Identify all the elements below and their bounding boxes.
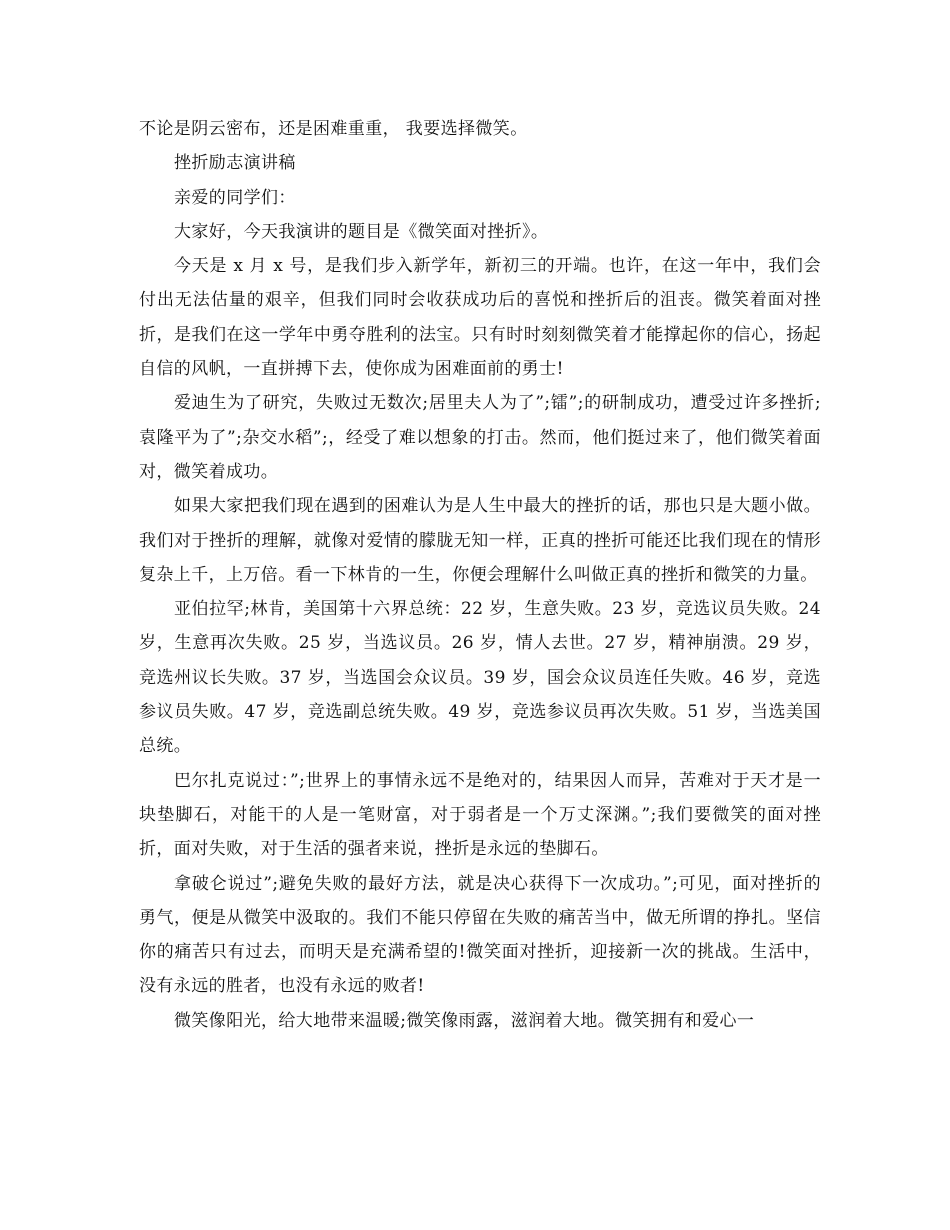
- paragraph-intro-line: 不论是阴云密布，还是困难重重， 我要选择微笑。: [139, 119, 528, 139]
- paragraph-smile-sunshine: 微笑像阳光，给大地带来温暖;微笑像雨露，滋润着大地。微笑拥有和爱心一: [174, 1010, 755, 1031]
- paragraph-new-semester: 今天是 x 月 x 号，是我们步入新学年，新初三的开端。也许，在这一年中，我们会付出无法估量的艰辛，但我们同时会收获成功后的喜悦和挫折后的沮丧。微笑着面对挫折，是我们在这一学年中勇夺胜利的法宝。只有时时刻刻微笑着才能撑起你的信心，扬起自信的风帆，一直拼搏下去，使你成为困难面前的勇士!: [139, 256, 821, 380]
- paragraph-difficulty: 如果大家把我们现在遇到的困难认为是人生中最大的挫折的话，那也只是大题小做。我们对于挫折的理解，就像对爱情的朦胧无知一样，正真的挫折可能还比我们现在的情形复杂上千，上万倍。看一下林肯的一生，你便会理解什么叫做正真的挫折和微笑的力量。: [139, 496, 821, 585]
- salutation: 亲爱的同学们：: [174, 187, 296, 208]
- paragraph-balzac: 巴尔扎克说过：”;世界上的事情永远不是绝对的，结果因人而异，苦难对于天才是一块垫脚石，对能干的人是一笔财富，对于弱者是一个万丈深渊。”;我们要微笑的面对挫折，面对失败，对于生活的强者来说，挫折是永远的垫脚石。: [139, 770, 821, 860]
- paragraph-lincoln: 亚伯拉罕;林肯，美国第十六界总统：22 岁，生意失败。23 岁，竞选议员失败。24 岁，生意再次失败。25 岁，当选议员。26 岁，情人去世。27 岁，精神崩溃。29 岁，竞选州议长失败。37 岁，当选国会众议员。39 岁，国会众议员连任失败。46 岁，竞选参议员失败。47 岁，竞选副总统失败。49 岁，竞选参议员再次失败。51 岁，当选美国总统。: [139, 599, 821, 757]
- document-body: [139, 112, 821, 1038]
- speech-title: 挫折励志演讲稿: [174, 153, 296, 174]
- paragraph-napoleon: 拿破仑说过”;避免失败的最好方法，就是决心获得下一次成功。”;可见，面对挫折的勇气，便是从微笑中汲取的。我们不能只停留在失败的痛苦当中，做无所谓的挣扎。坚信你的痛苦只有过去，而明天是充满希望的!微笑面对挫折，迎接新一次的挑战。生活中，没有永远的胜者，也没有永远的败者!: [139, 873, 821, 997]
- paragraph-greeting: 大家好，今天我演讲的题目是《微笑面对挫折》。: [174, 221, 549, 242]
- paragraph-edison: 爱迪生为了研究，失败过无数次;居里夫人为了”;镭”;的研制成功，遭受过许多挫折;袁隆平为了”;杂交水稻”;，经受了难以想象的打击。然而，他们挺过来了，他们微笑着面对，微笑着成功。: [139, 393, 821, 482]
